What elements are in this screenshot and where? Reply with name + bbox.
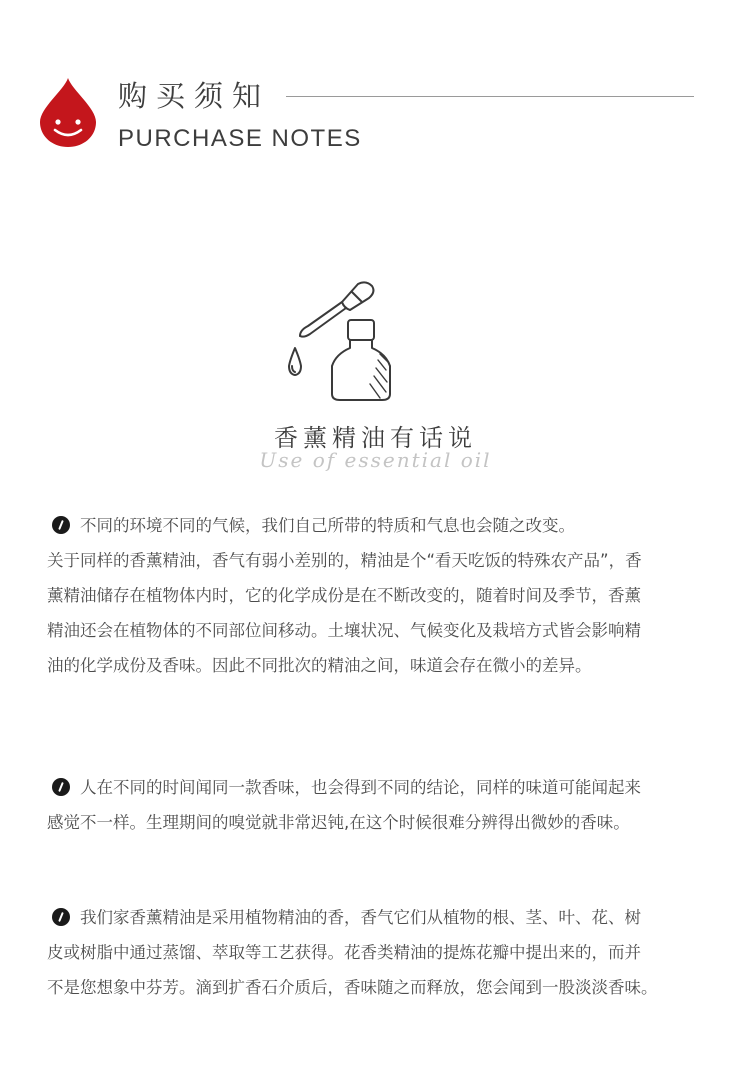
slash-bullet-icon (52, 778, 70, 796)
paragraph-line: 人在不同的时间闻同一款香味，也会得到不同的结论，同样的味道可能闻起来 (47, 770, 715, 805)
section-subtitle: Use of essential oil (259, 448, 492, 472)
page-title-en: PURCHASE NOTES (118, 125, 362, 152)
paragraph-line: 油的化学成份及香味。因此不同批次的精油之间，味道会存在微小的差异。 (47, 656, 592, 675)
page-title-cn: 购买须知 (118, 79, 271, 113)
paragraph-line: 不是您想象中芬芳。滴到扩香石介质后，香味随之而释放，您会闻到一股淡淡香味。 (47, 978, 658, 997)
purchase-notes-header (38, 74, 698, 154)
paragraph-2 (47, 770, 715, 840)
section-title: 香薰精油有话说 (274, 424, 477, 452)
slash-bullet-icon (52, 516, 70, 534)
paragraph-line: 我们家香薰精油是采用植物精油的香，香气它们从植物的根、茎、叶、花、树 (47, 900, 715, 935)
paragraph-3 (47, 900, 715, 1005)
paragraph-line: 薰精油储存在植物体内时，它的化学成份是在不断改变的，随着时间及季节，香薰 (47, 586, 641, 605)
smiling-red-drop-icon (38, 76, 98, 148)
paragraph-line: 关于同样的香薰精油，香气有弱小差别的，精油是个“看天吃饭的特殊农产品”，香 (47, 551, 642, 570)
paragraph-line: 不同的环境不同的气候，我们自己所带的特质和气息也会随之改变。 (47, 508, 715, 543)
paragraph-line: 感觉不一样。生理期间的嗅觉就非常迟钝,在这个时候很难分辨得出微妙的香味。 (47, 813, 630, 832)
paragraph-line: 精油还会在植物体的不同部位间移动。土壤状况、气候变化及栽培方式皆会影响精 (47, 621, 641, 640)
title-divider (286, 96, 694, 97)
paragraph-1 (47, 508, 715, 683)
paragraph-line: 皮或树脂中通过蒸馏、萃取等工艺获得。花香类精油的提炼花瓣中提出来的，而并 (47, 943, 641, 962)
dropper-bottle-icon (270, 278, 400, 404)
slash-bullet-icon (52, 908, 70, 926)
